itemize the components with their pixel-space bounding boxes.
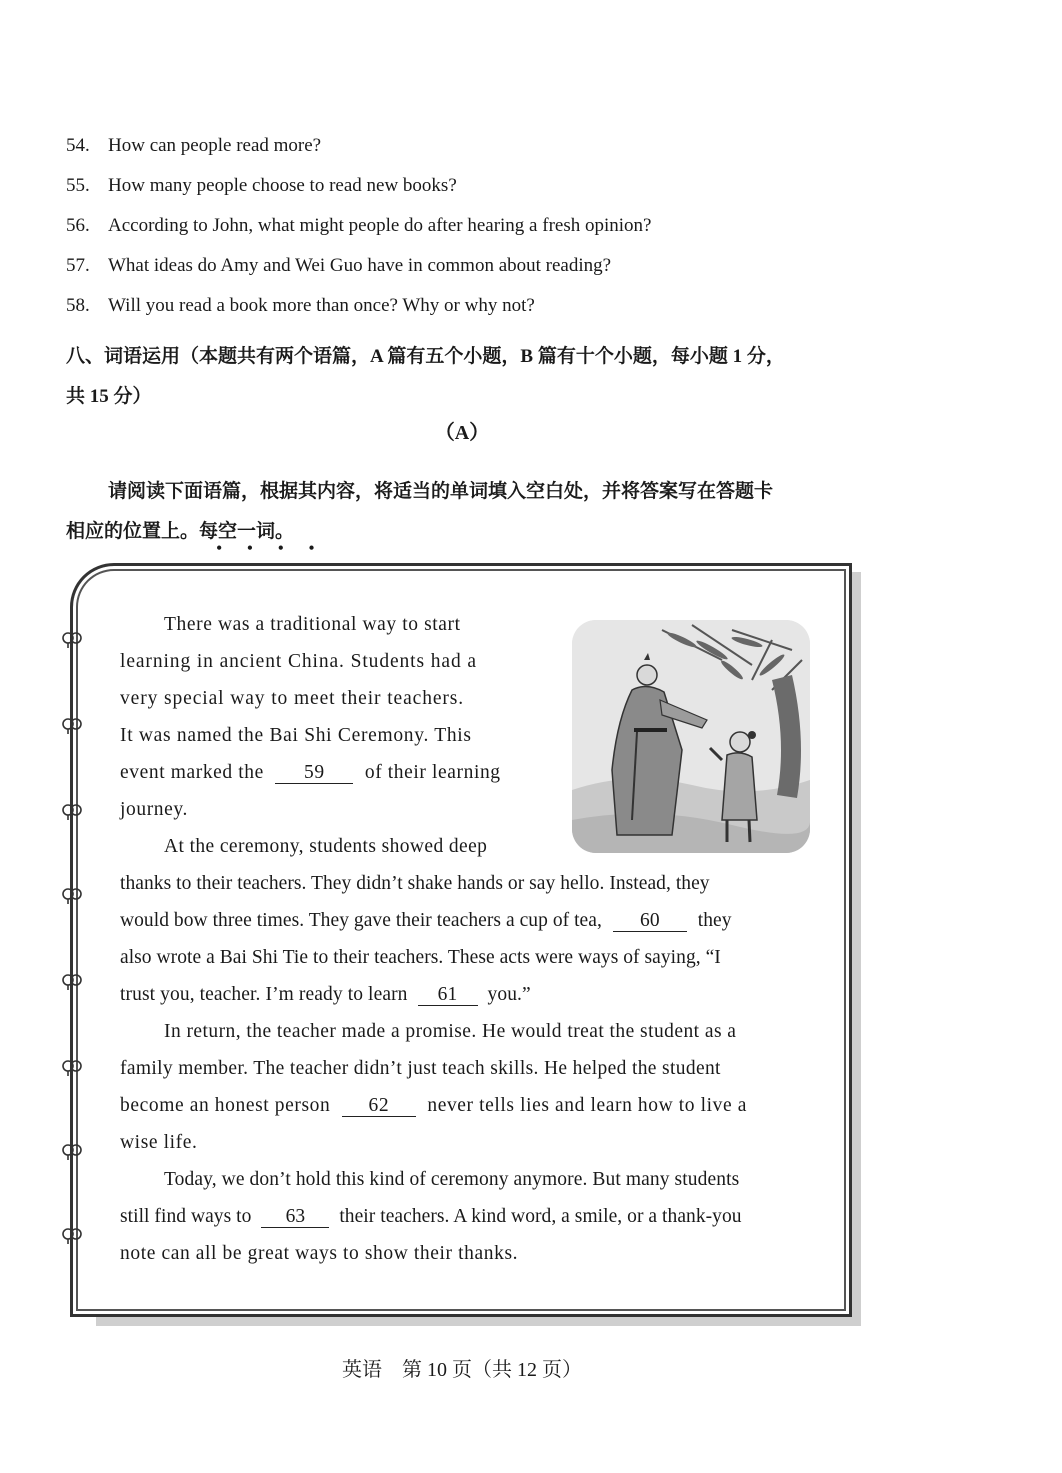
question-54: 54. How can people read more? [66, 135, 322, 156]
blank-59[interactable]: 59 [275, 763, 353, 784]
p3-line1: In return, the teacher made a promise. He would treat the student as a [164, 1021, 737, 1042]
section-title-line1: 八、词语运用（本题共有两个语篇，A 篇有五个小题，B 篇有十个小题，每小题 1 分， [66, 346, 785, 367]
binder-hooks-icon [60, 620, 90, 1260]
question-57: 57. What ideas do Amy and Wei Guo have in common about reading? [66, 255, 612, 276]
p4-line3: note can all be great ways to show their thanks. [120, 1243, 519, 1264]
question-55: 55. How many people choose to read new books? [66, 175, 457, 196]
illustration-teacher-student [572, 620, 810, 853]
p4-line2: still find ways to 63 their teachers. A kind word, a smile, or a thank-you [120, 1206, 742, 1227]
part-label: （A） [434, 422, 490, 444]
p2-line4: also wrote a Bai Shi Tie to their teachers. These acts were ways of saying, “I [120, 947, 721, 968]
instruction-line2: 相应的位置上。每空一词。 [66, 521, 295, 542]
p1-line2: learning in ancient China. Students had a [120, 651, 477, 672]
page-footer: 英语 第 10 页（共 12 页） [342, 1359, 582, 1381]
blank-60[interactable]: 60 [613, 911, 687, 932]
p1-line4: It was named the Bai Shi Ceremony. This [120, 725, 472, 746]
p1-line5: event marked the 59 of their learning [120, 762, 501, 783]
emphasis-dots: • • • • [216, 538, 325, 558]
blank-61[interactable]: 61 [418, 985, 478, 1006]
p3-line2: family member. The teacher didn’t just teach skills. He helped the student [120, 1058, 721, 1079]
p1-line6: journey. [120, 799, 188, 820]
blank-62[interactable]: 62 [342, 1096, 416, 1117]
p4-line1: Today, we don’t hold this kind of ceremony anymore. But many students [164, 1169, 740, 1190]
p2-line1: At the ceremony, students showed deep [164, 836, 488, 857]
p3-line3: become an honest person 62 never tells lies and learn how to live a [120, 1095, 747, 1116]
question-58: 58. Will you read a book more than once? Why or why not? [66, 295, 535, 316]
p1-line3: very special way to meet their teachers. [120, 688, 465, 709]
question-56: 56. According to John, what might people do after hearing a fresh opinion? [66, 215, 652, 236]
blank-63[interactable]: 63 [261, 1207, 329, 1228]
p2-line5: trust you, teacher. I’m ready to learn 61 you.” [120, 984, 531, 1005]
p1-line1: There was a traditional way to start [164, 614, 461, 635]
p2-line3: would bow three times. They gave their teachers a cup of tea, 60 they [120, 910, 732, 931]
instruction-line1: 请阅读下面语篇，根据其内容，将适当的单词填入空白处，并将答案写在答题卡 [108, 481, 774, 502]
p2-line2: thanks to their teachers. They didn’t shake hands or say hello. Instead, they [120, 873, 710, 894]
p3-line4: wise life. [120, 1132, 198, 1153]
section-title-line2: 共 15 分） [66, 386, 152, 407]
